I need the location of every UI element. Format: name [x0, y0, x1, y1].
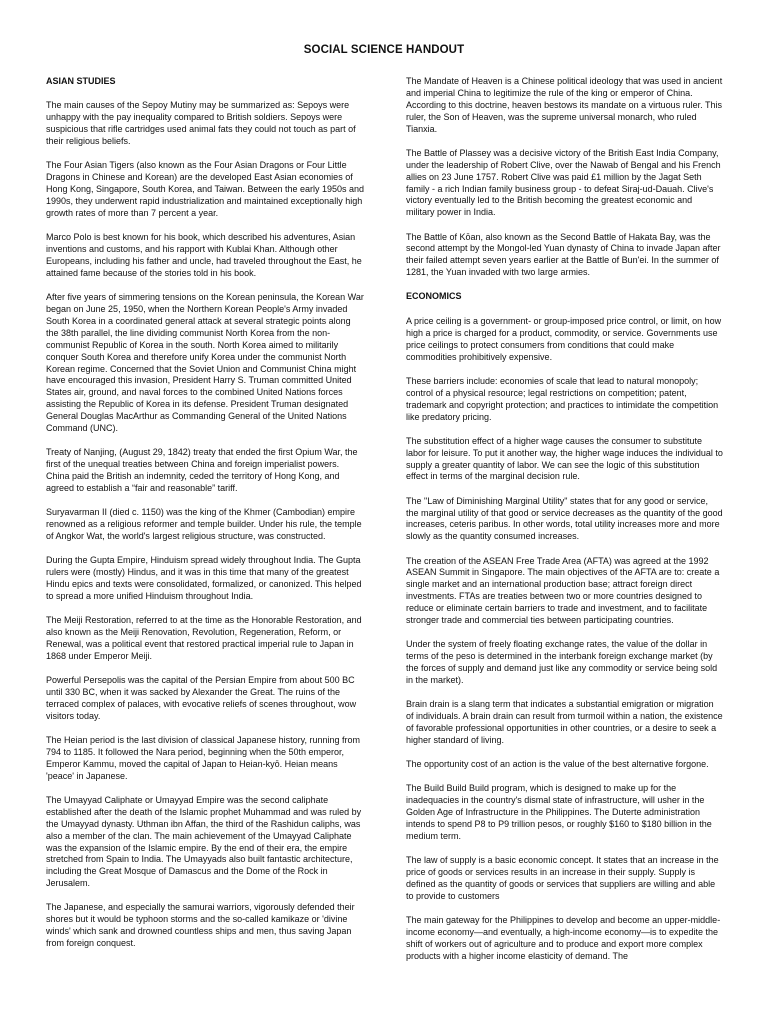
paragraph: Marco Polo is best known for his book, which described his adventures, Asian inventions and customs, and his rapport with Kublai Khan. Although other Europeans, including his father and uncle, had traveled throughout the East, he attained fame because of the stories told in his book. [46, 232, 362, 278]
paragraph: The Meiji Restoration, referred to at the time as the Honorable Restoration, and also known as the Meiji Renovation, Revolution, Regeneration, Reform, or Renewal, was a political event that restored practical imperial rule to Japan in 1868 under Emperor Meiji. [46, 615, 362, 661]
paragraph: The Umayyad Caliphate or Umayyad Empire was the second caliphate established after the death of the Islamic prophet Muhammad and was ruled by the Umayyad dynasty. Uthman ibn Affan, the third of the Rashidun caliphs, was also a member of the clan. The main achievement of the Umayyad Caliphate was the expansion of the Islamic empire. By the end of their era, the empire stretched from Spain to India. The Umayyads also built fantastic architecture, including the Great Mosque of Damascus and the Dome of the Rock in Jerusalem. [46, 794, 362, 889]
paragraph: The Heian period is the last division of classical Japanese history, running from 794 to 1185. It followed the Nara period, beginning when the 50th emperor, Emperor Kammu, moved the capital of Japan to Heian-kyō. Heian means 'peace' in Japanese. [46, 734, 360, 781]
left-column [46, 76, 365, 962]
paragraph: Brain drain is a slang term that indicates a substantial emigration or migration of individuals. A brain drain can result from turmoil within a nation, the existence of favorable professional opportunities in other countries, or a desire to seek a higher standard of living. [406, 699, 723, 745]
paragraph: The substitution effect of a higher wage causes the consumer to substitute labor for leisure. To put it another way, the higher wage induces the individual to supply a greater quantity of labor. We can see the logic of this substitution effect in terms of the marginal decision rule. [406, 435, 723, 482]
paragraph: The Battle of Kōan, also known as the Second Battle of Hakata Bay, was the second attempt by the Mongol-led Yuan dynasty of China to invade Japan after their failed attempt seven years earlier at the Battle of Bun'ei. In the summer of 1281, the Yuan invaded with two large armies. [406, 231, 721, 278]
paragraph: Powerful Persepolis was the capital of the Persian Empire from about 500 BC until 330 BC, when it was sacked by Alexander the Great. The ruins of the terraced complex of palaces, with evocative reliefs of scenes throughout, wow visitors today. [46, 675, 357, 721]
paragraph: The Japanese, and especially the samurai warriors, vigorously defended their shores but it would be typhoon storms and the so-called kamikaze or 'divine winds' which sank and drowned countless ships and men, thus saving Japan from foreign conquest. [46, 902, 355, 949]
right-column [406, 76, 723, 975]
paragraph: During the Gupta Empire, Hinduism spread widely throughout India. The Gupta rulers were (mostly) Hindus, and it was in this time that many of the greatest Hindu epics and texts were consolidated, formalized, or canonized. This helped to spread a more unified Hinduism throughout India. [46, 555, 362, 601]
paragraph: Treaty of Nanjing, (August 29, 1842) treaty that ended the first Opium War, the first of the unequal treaties between China and foreign imperialist powers. China paid the British an indemnity, ceded the territory of Hong Kong, and agreed to establish a “fair and reasonable” tariff. [46, 447, 358, 493]
paragraph: The "Law of Diminishing Marginal Utility" states that for any good or service, the marginal utility of that good or service decreases as the quantity of the good increases, ceteris paribus. In other words, total utility increases more and more slowly as the quantity consumed increases. [406, 495, 723, 542]
section-heading-economics: ECONOMICS [406, 291, 462, 302]
paragraph: After five years of simmering tensions on the Korean peninsula, the Korean War began on June 25, 1950, when the Northern Korean People's Army invaded South Korea in a coordinated general attack at several strategic points along the 38th parallel, the line dividing communist North Korea from the non-communist Republic of Korea in the south. North Korea aimed to militarily conquer South Korea and therefore unify Korea under the communist North Korean regime. Concerned that the Soviet Union and Communist China might have encouraged this invasion, President Harry S. Truman committed United States air, ground, and naval forces to the combined United Nations forces assisting the Republic of Korea in its defense. President Truman designated General Douglas MacArthur as Commanding General of the United Nations Command (UNC). [46, 292, 364, 434]
document-title: SOCIAL SCIENCE HANDOUT [303, 44, 465, 56]
paragraph: Suryavarman II (died c. 1150) was the king of the Khmer (Cambodian) empire renowned as a religious reformer and temple builder. Under his rule, the temple of Angkor Wat, the world's largest religious structure, was constructed. [46, 507, 362, 541]
paragraph: The Battle of Plassey was a decisive victory of the British East India Company, under the leadership of Robert Clive, over the Nawab of Bengal and his French allies on 23 June 1757. Robert Clive was paid £1 million by the Jagat Seth family - a rich Indian family business group - to defeat Siraj-ud-Dauah. Clive's victory eventually led to the British becoming the greatest economic and military power in India. [406, 147, 721, 218]
paragraph: A price ceiling is a government- or group-imposed price control, or limit, on how high a price is charged for a product, commodity, or service. Governments use price ceilings to protect consumers from conditions that could make commodities prohibitively expensive. [406, 315, 722, 362]
paragraph: The main gateway for the Philippines to develop and become an upper-middle-income economy—and eventually, a high-income economy—is to expedite the shift of workers out of agriculture and to produce and export more complex products with a higher income elasticity of demand. The [406, 915, 721, 961]
paragraph: The Four Asian Tigers (also known as the Four Asian Dragons or Four Little Dragons in Chinese and Korean) are the developed East Asian economies of Hong Kong, Singapore, South Korea, and Taiwan. Between the early 1950s and 1990s, they underwent rapid industrialization and maintained exceptionally high growth rates of more than 7 percent a year. [46, 160, 365, 218]
paragraph: The main causes of the Sepoy Mutiny may be summarized as: Sepoys were unhappy with the pay inequality compared to British soldiers. Sepoys were suspicious that rifle cartridges used animal fats they could not touch as part of their religious beliefs. [46, 100, 356, 147]
paragraph: The opportunity cost of an action is the value of the best alternative forgone. [406, 759, 709, 770]
paragraph: The Build Build Build program, which is designed to make up for the inadequacies in the country's dismal state of infrastructure, will usher in the Golden Age of Infrastructure in the Philippines. The Duterte administration intends to spend P8 to P9 trillion pesos, or roughly $160 to $180 billion in the medium term. [406, 783, 712, 841]
paragraph: These barriers include: economies of scale that lead to natural monopoly; control of a physical resource; legal restrictions on competition; patent, trademark and copyright protection; and practices to intimidate the competition like predatory pricing. [406, 375, 719, 422]
paragraph: The law of supply is a basic economic concept. It states that an increase in the price of goods or services results in an increase in their supply. Supply is defined as the quantity of goods or services that suppliers are willing and able to provide to customers [406, 855, 719, 901]
paragraph: The Mandate of Heaven is a Chinese political ideology that was used in ancient and imperial China to legitimize the rule of the king or emperor of China. According to this doctrine, heaven bestows its mandate on a virtuous ruler. This ruler, the Son of Heaven, was the supreme universal monarch, who ruled Tianxia. [406, 76, 723, 134]
paragraph: The creation of the ASEAN Free Trade Area (AFTA) was agreed at the 1992 ASEAN Summit in Singapore. The main objectives of the AFTA are to: create a single market and an international production base; attract foreign direct investments. FTAs are treaties between two or more countries designed to reduce or eliminate certain barriers to trade and investment, and to facilitate stronger trade and commercial ties between participating countries. [406, 555, 720, 626]
section-heading-asian-studies: ASIAN STUDIES [46, 76, 116, 86]
paragraph: Under the system of freely floating exchange rates, the value of the dollar in terms of the peso is determined in the interbank foreign exchange market (by the forces of supply and demand just like any commodity or service being sold in the market). [406, 639, 718, 686]
